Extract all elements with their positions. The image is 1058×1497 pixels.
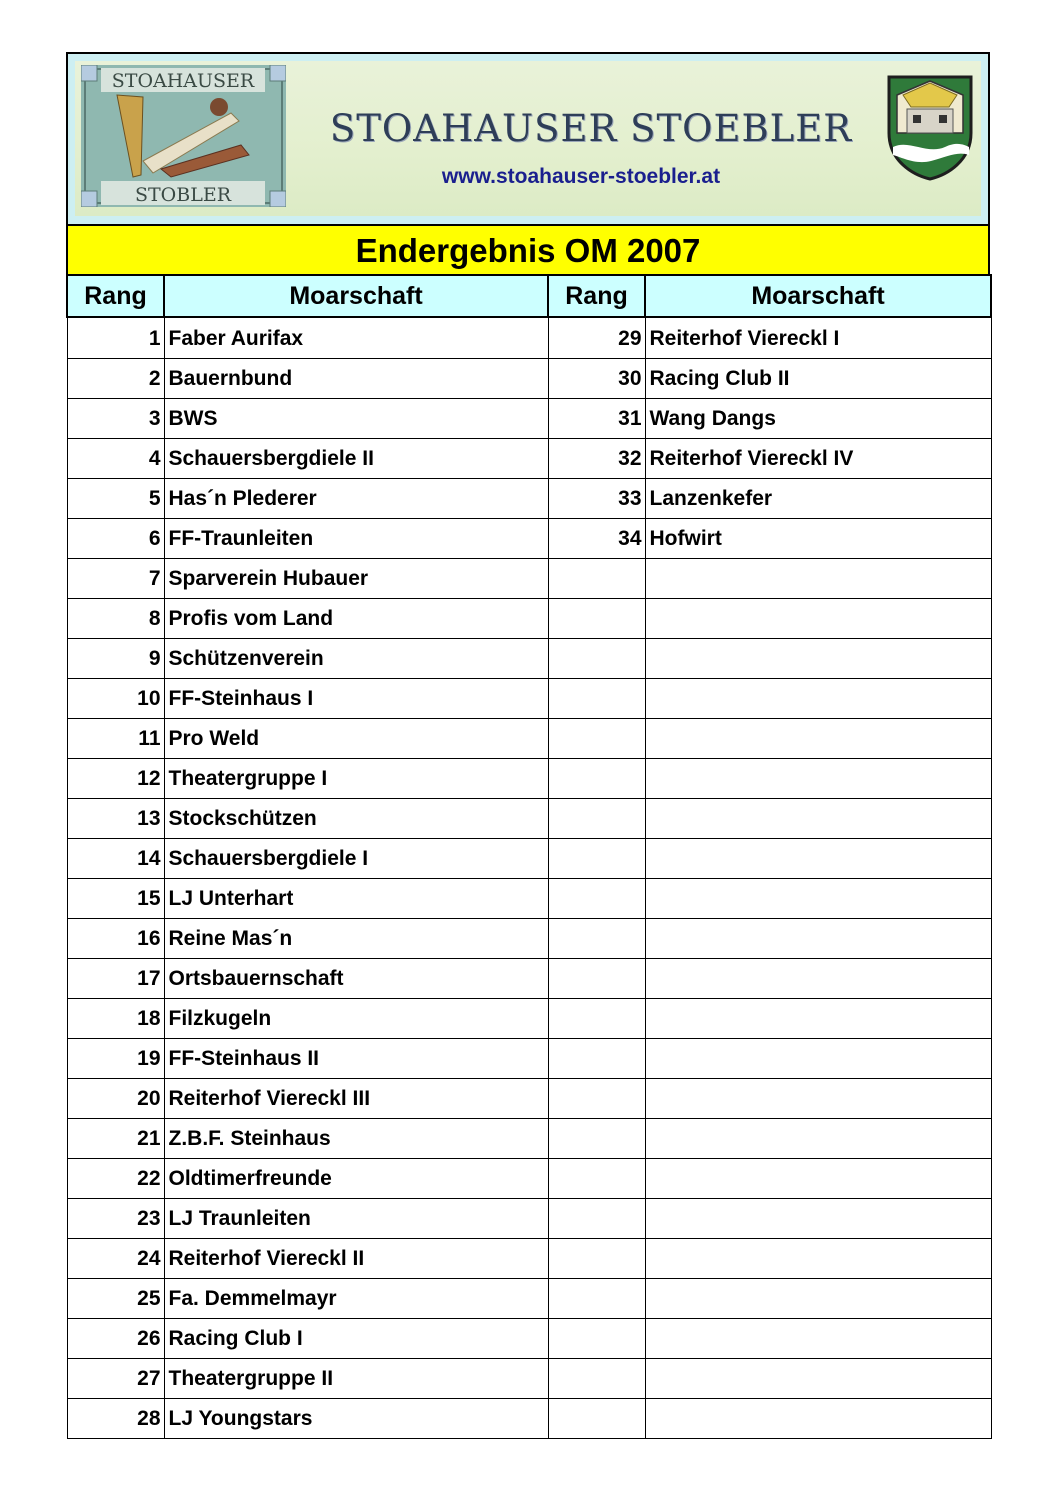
team-right-cell <box>645 799 991 839</box>
table-row <box>67 1279 991 1319</box>
rank-left-cell: 22 <box>67 1159 164 1199</box>
table-row <box>67 1039 991 1079</box>
rank-right-cell <box>548 719 645 759</box>
team-right-cell: Reiterhof Viereckl IV <box>645 439 991 479</box>
team-right-cell <box>645 1319 991 1359</box>
team-right-cell: Racing Club II <box>645 359 991 399</box>
rank-right-cell <box>548 559 645 599</box>
team-left-cell: Faber Aurifax <box>164 317 548 359</box>
team-left-cell: Oldtimerfreunde <box>164 1159 548 1199</box>
rank-left-cell: 6 <box>67 519 164 559</box>
rank-left-cell: 17 <box>67 959 164 999</box>
team-right-cell <box>645 1359 991 1399</box>
team-left-cell: Racing Club I <box>164 1319 548 1359</box>
table-row <box>67 679 991 719</box>
table-row <box>67 1199 991 1239</box>
team-left-cell: Pro Weld <box>164 719 548 759</box>
team-right-cell <box>645 1119 991 1159</box>
table-row <box>67 719 991 759</box>
team-right-cell <box>645 679 991 719</box>
rank-left-cell: 1 <box>67 317 164 359</box>
table-row <box>67 1239 991 1279</box>
team-left-cell: LJ Traunleiten <box>164 1199 548 1239</box>
column-header-team-left: Moarschaft <box>164 275 548 317</box>
table-row <box>67 599 991 639</box>
table-row <box>67 879 991 919</box>
team-right-cell: Reiterhof Viereckl I <box>645 317 991 359</box>
rank-right-cell: 31 <box>548 399 645 439</box>
team-left-cell: Stockschützen <box>164 799 548 839</box>
team-left-cell: Bauernbund <box>164 359 548 399</box>
rank-right-cell <box>548 679 645 719</box>
table-row <box>67 959 991 999</box>
rank-right-cell <box>548 919 645 959</box>
rank-right-cell: 33 <box>548 479 645 519</box>
rank-left-cell: 24 <box>67 1239 164 1279</box>
team-left-cell: Has´n Plederer <box>164 479 548 519</box>
rank-left-cell: 19 <box>67 1039 164 1079</box>
team-left-cell: Fa. Demmelmayr <box>164 1279 548 1319</box>
team-right-cell <box>645 1239 991 1279</box>
team-left-cell: Reine Mas´n <box>164 919 548 959</box>
rank-right-cell <box>548 1399 645 1439</box>
table-row <box>67 519 991 559</box>
team-left-cell: Ortsbauernschaft <box>164 959 548 999</box>
table-row <box>67 1079 991 1119</box>
rank-left-cell: 4 <box>67 439 164 479</box>
table-row <box>67 479 991 519</box>
table-row <box>67 999 991 1039</box>
club-name: STOAHAUSER STOEBLER <box>329 107 853 150</box>
team-right-cell <box>645 879 991 919</box>
rank-right-cell <box>548 639 645 679</box>
table-row <box>67 639 991 679</box>
team-left-cell: LJ Unterhart <box>164 879 548 919</box>
team-right-cell <box>645 719 991 759</box>
column-header-rank-left: Rang <box>67 275 164 317</box>
rank-right-cell <box>548 999 645 1039</box>
results-table <box>66 274 992 1439</box>
team-left-cell: Theatergruppe I <box>164 759 548 799</box>
team-left-cell: Schauersbergdiele II <box>164 439 548 479</box>
team-right-cell <box>645 1199 991 1239</box>
rank-left-cell: 13 <box>67 799 164 839</box>
team-left-cell: LJ Youngstars <box>164 1399 548 1439</box>
rank-left-cell: 9 <box>67 639 164 679</box>
team-right-cell: Hofwirt <box>645 519 991 559</box>
table-row <box>67 759 991 799</box>
team-right-cell <box>645 919 991 959</box>
rank-right-cell: 29 <box>548 317 645 359</box>
logo-text-bottom: STOBLER <box>134 184 232 206</box>
results-sheet <box>66 52 990 1439</box>
table-row <box>67 359 991 399</box>
rank-left-cell: 5 <box>67 479 164 519</box>
club-banner <box>66 52 990 224</box>
rank-left-cell: 15 <box>67 879 164 919</box>
rank-right-cell: 32 <box>548 439 645 479</box>
table-row <box>67 799 991 839</box>
table-row <box>67 439 991 479</box>
rank-right-cell <box>548 1319 645 1359</box>
rank-right-cell <box>548 959 645 999</box>
rank-left-cell: 11 <box>67 719 164 759</box>
rank-left-cell: 28 <box>67 1399 164 1439</box>
column-header-team-right: Moarschaft <box>645 275 991 317</box>
team-left-cell: FF-Traunleiten <box>164 519 548 559</box>
team-left-cell: Filzkugeln <box>164 999 548 1039</box>
table-row <box>67 919 991 959</box>
coat-of-arms-icon <box>887 75 973 181</box>
team-right-cell <box>645 1159 991 1199</box>
rank-left-cell: 25 <box>67 1279 164 1319</box>
rank-left-cell: 3 <box>67 399 164 439</box>
team-right-cell <box>645 599 991 639</box>
rank-left-cell: 10 <box>67 679 164 719</box>
team-left-cell: Sparverein Hubauer <box>164 559 548 599</box>
team-left-cell: Reiterhof Viereckl III <box>164 1079 548 1119</box>
table-row <box>67 1359 991 1399</box>
rank-left-cell: 12 <box>67 759 164 799</box>
page-title: Endergebnis OM 2007 <box>66 224 990 274</box>
team-left-cell: Schützenverein <box>164 639 548 679</box>
team-left-cell: FF-Steinhaus II <box>164 1039 548 1079</box>
rank-left-cell: 20 <box>67 1079 164 1119</box>
team-right-cell <box>645 839 991 879</box>
table-row <box>67 317 991 359</box>
rank-right-cell <box>548 1119 645 1159</box>
team-right-cell: Wang Dangs <box>645 399 991 439</box>
team-right-cell <box>645 1399 991 1439</box>
rank-right-cell <box>548 1039 645 1079</box>
table-row <box>67 399 991 439</box>
team-right-cell <box>645 639 991 679</box>
rank-left-cell: 21 <box>67 1119 164 1159</box>
rank-left-cell: 14 <box>67 839 164 879</box>
banner-background <box>75 61 981 216</box>
rank-right-cell: 30 <box>548 359 645 399</box>
rank-left-cell: 8 <box>67 599 164 639</box>
rank-left-cell: 23 <box>67 1199 164 1239</box>
rank-left-cell: 7 <box>67 559 164 599</box>
table-row <box>67 1319 991 1359</box>
team-right-cell <box>645 959 991 999</box>
team-right-cell <box>645 559 991 599</box>
rank-left-cell: 27 <box>67 1359 164 1399</box>
rank-right-cell <box>548 1359 645 1399</box>
table-row <box>67 559 991 599</box>
rank-right-cell <box>548 839 645 879</box>
team-left-cell: Z.B.F. Steinhaus <box>164 1119 548 1159</box>
team-left-cell: Profis vom Land <box>164 599 548 639</box>
column-header-rank-right: Rang <box>548 275 645 317</box>
team-right-cell <box>645 1079 991 1119</box>
team-left-cell: Reiterhof Viereckl II <box>164 1239 548 1279</box>
team-left-cell: FF-Steinhaus I <box>164 679 548 719</box>
rank-left-cell: 18 <box>67 999 164 1039</box>
table-row <box>67 839 991 879</box>
rank-right-cell <box>548 1279 645 1319</box>
rank-right-cell <box>548 599 645 639</box>
table-row <box>67 1119 991 1159</box>
rank-right-cell <box>548 799 645 839</box>
team-right-cell: Lanzenkefer <box>645 479 991 519</box>
rank-right-cell: 34 <box>548 519 645 559</box>
rank-right-cell <box>548 759 645 799</box>
team-right-cell <box>645 1039 991 1079</box>
rank-right-cell <box>548 879 645 919</box>
logo-text-top: STOAHAUSER <box>111 70 255 92</box>
team-right-cell <box>645 1279 991 1319</box>
table-row <box>67 1399 991 1439</box>
rank-left-cell: 16 <box>67 919 164 959</box>
rank-right-cell <box>548 1239 645 1279</box>
club-website-link[interactable]: www.stoahauser-stoebler.at <box>441 165 721 188</box>
team-right-cell <box>645 759 991 799</box>
team-right-cell <box>645 999 991 1039</box>
table-row <box>67 1159 991 1199</box>
team-left-cell: Schauersbergdiele I <box>164 839 548 879</box>
team-left-cell: BWS <box>164 399 548 439</box>
rank-left-cell: 26 <box>67 1319 164 1359</box>
rank-left-cell: 2 <box>67 359 164 399</box>
rank-right-cell <box>548 1159 645 1199</box>
rank-right-cell <box>548 1199 645 1239</box>
club-logo <box>81 65 286 207</box>
table-header-row <box>67 275 991 317</box>
rank-right-cell <box>548 1079 645 1119</box>
team-left-cell: Theatergruppe II <box>164 1359 548 1399</box>
